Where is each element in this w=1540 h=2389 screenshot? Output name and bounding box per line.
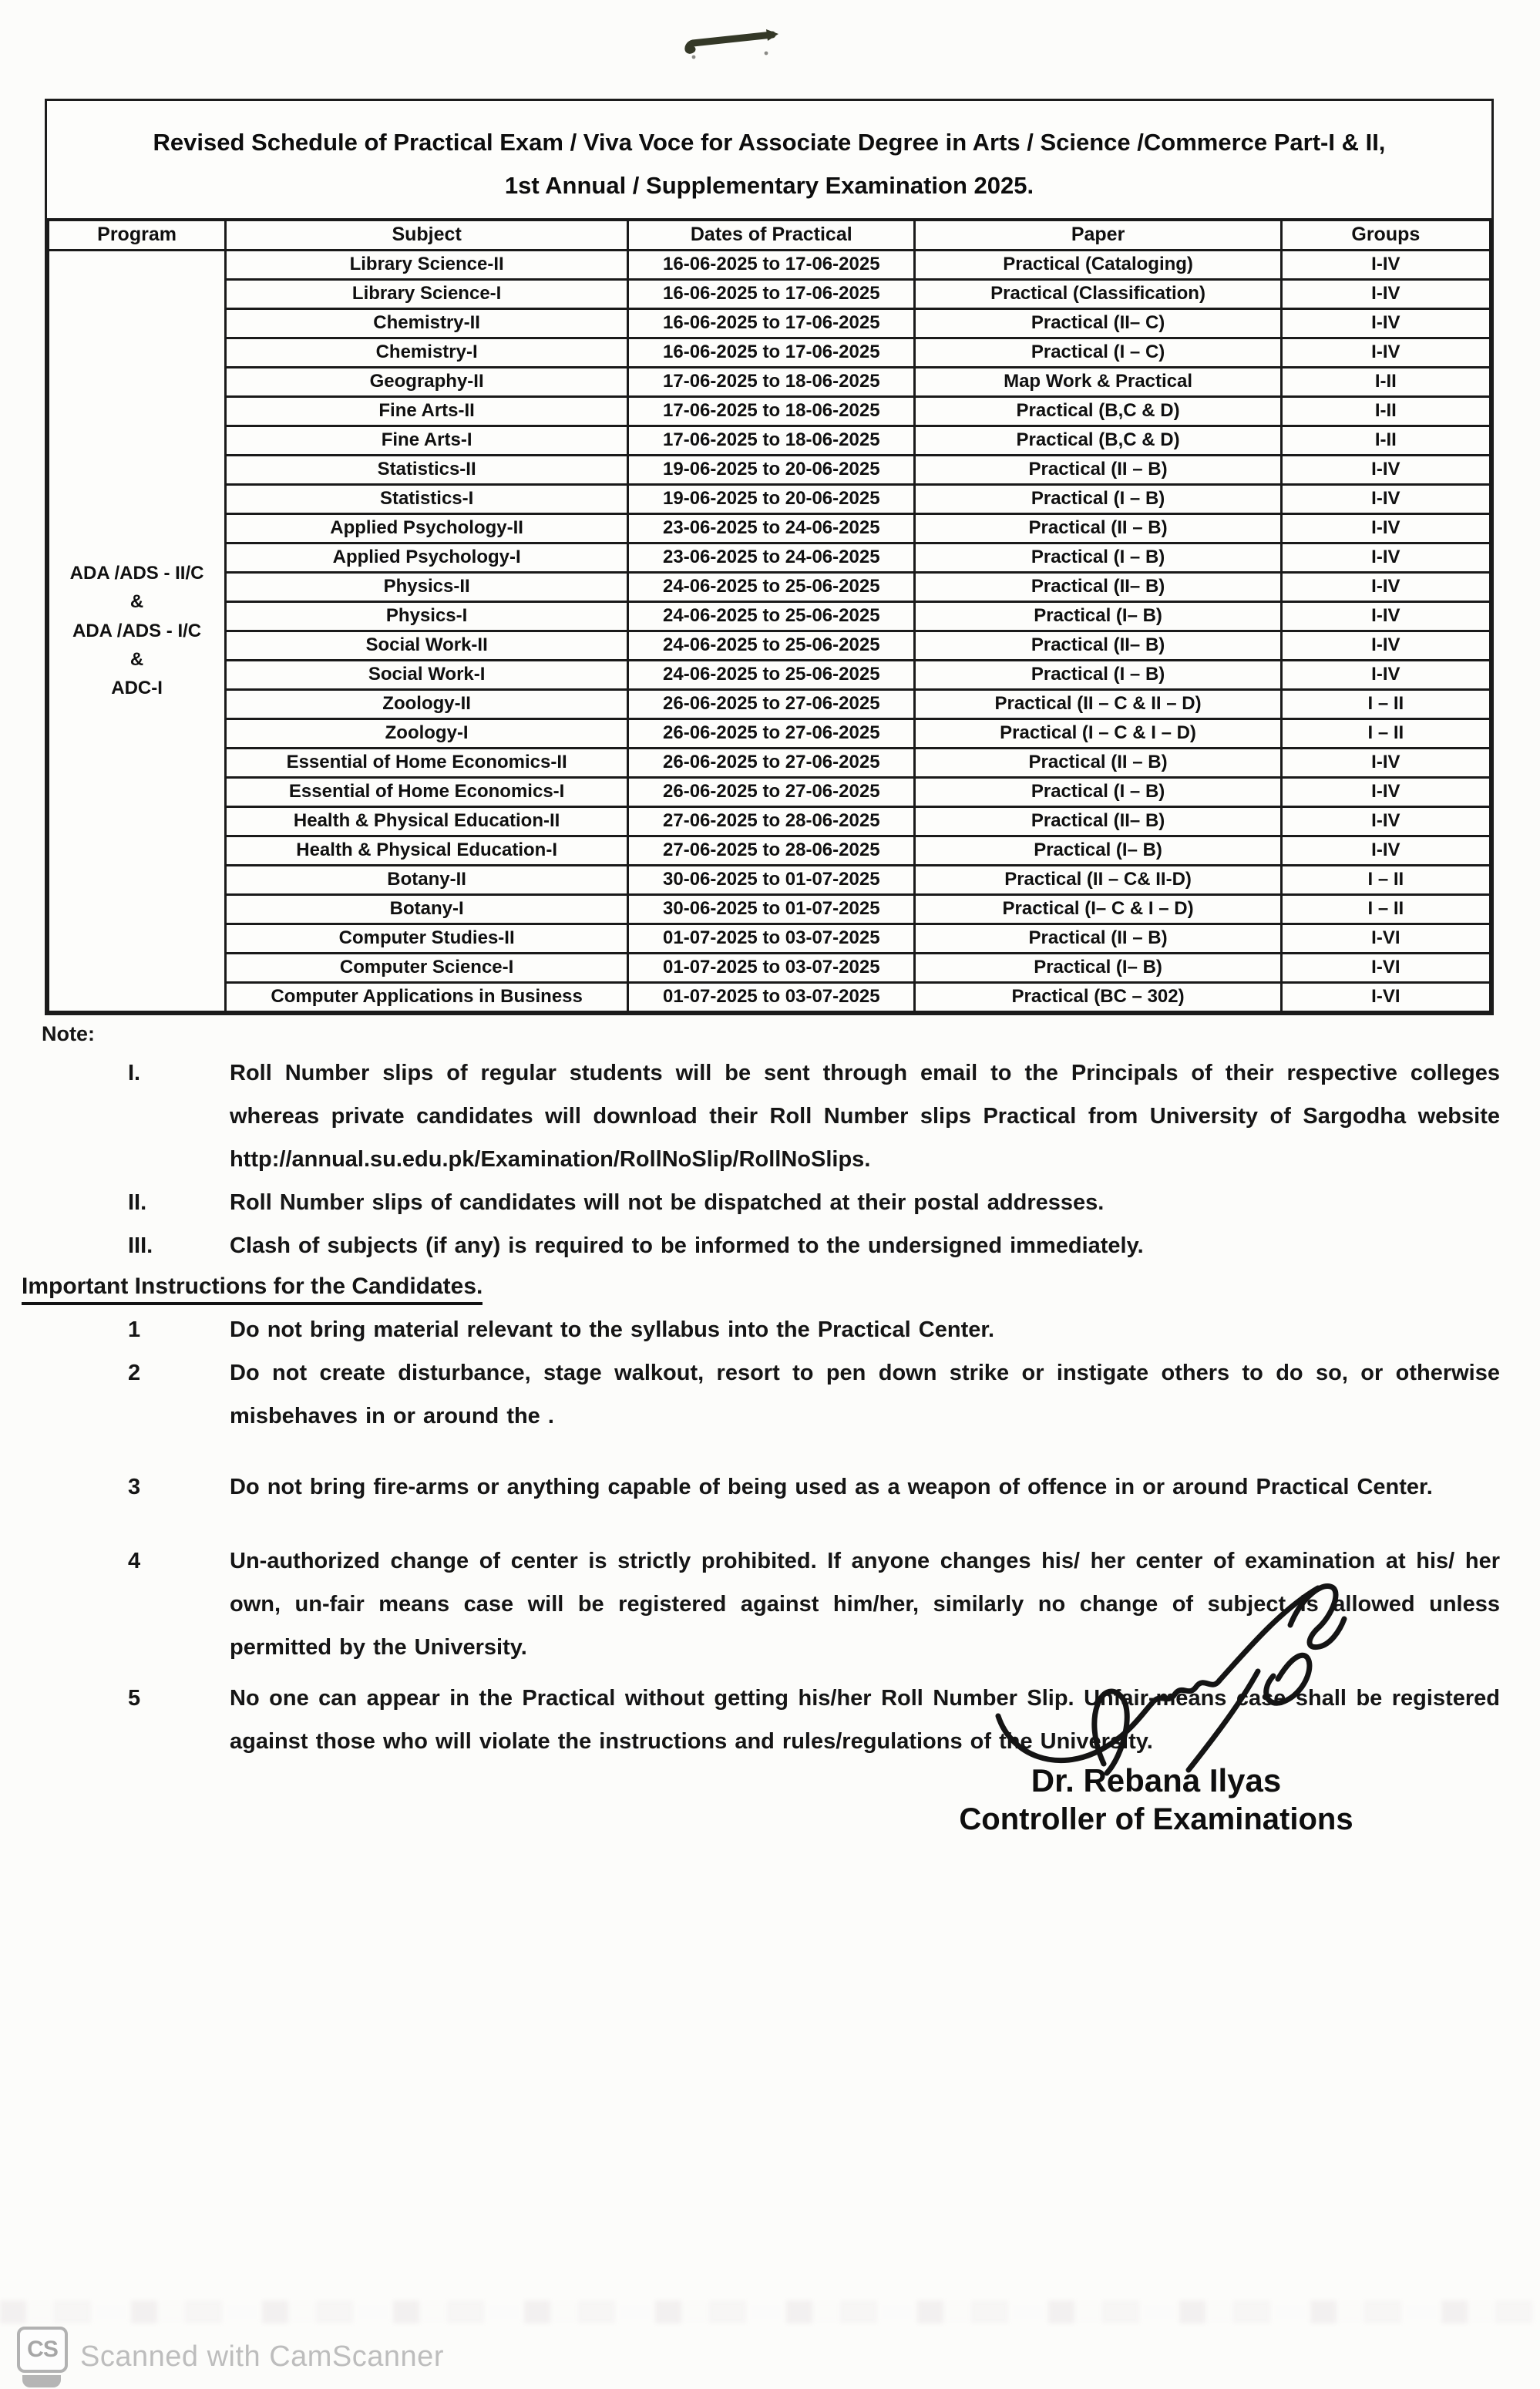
cell-paper: Practical (II – C& II-D)	[915, 865, 1281, 894]
cell-dates: 17-06-2025 to 18-06-2025	[628, 426, 915, 455]
table-row	[49, 543, 1491, 572]
cell-paper: Practical (I– B)	[915, 836, 1281, 865]
header-program: Program	[49, 220, 226, 251]
cell-dates: 17-06-2025 to 18-06-2025	[628, 396, 915, 426]
cell-groups: I-IV	[1281, 250, 1490, 279]
table-row	[49, 982, 1491, 1011]
list-item-text: No one can appear in the Practical without getting his/her Roll Number Slip. Unfair-means case shall be registered against those who will violate the instructions and rules/regulations of the University.	[230, 1686, 1500, 1754]
cell-paper: Practical (BC – 302)	[915, 982, 1281, 1011]
table-row	[49, 250, 1491, 279]
cell-dates: 24-06-2025 to 25-06-2025	[628, 631, 915, 660]
cell-groups: I-IV	[1281, 836, 1490, 865]
cell-subject: Chemistry-I	[226, 338, 628, 367]
cell-groups: I-VI	[1281, 982, 1490, 1011]
list-item-number: III.	[128, 1233, 153, 1258]
list-item-number: 3	[128, 1475, 141, 1499]
cell-paper: Practical (II– B)	[915, 631, 1281, 660]
cell-subject: Applied Psychology-I	[226, 543, 628, 572]
table-row	[49, 601, 1491, 631]
cell-paper: Practical (I– B)	[915, 601, 1281, 631]
list-item-text: Un-authorized change of center is strictly prohibited. If anyone changes his/ her center of examination at his/ her own, un-fair means case will be registered against him/her, similarly no change of subject is allowed unless permitted by the University.	[230, 1549, 1500, 1660]
cell-groups: I-IV	[1281, 806, 1490, 836]
cell-subject: Botany-I	[226, 894, 628, 924]
camscanner-footer	[17, 2327, 444, 2387]
cell-groups: I-IV	[1281, 484, 1490, 513]
cell-groups: I-VI	[1281, 924, 1490, 953]
cell-groups: I – II	[1281, 865, 1490, 894]
cell-dates: 01-07-2025 to 03-07-2025	[628, 953, 915, 982]
cell-groups: I-VI	[1281, 953, 1490, 982]
cell-dates: 01-07-2025 to 03-07-2025	[628, 982, 915, 1011]
cell-subject: Health & Physical Education-I	[226, 836, 628, 865]
cell-dates: 30-06-2025 to 01-07-2025	[628, 865, 915, 894]
cell-paper: Practical (II – B)	[915, 924, 1281, 953]
cell-groups: I-IV	[1281, 572, 1490, 601]
cell-dates: 26-06-2025 to 27-06-2025	[628, 748, 915, 777]
list-item-number: 4	[128, 1549, 141, 1573]
table-row	[49, 924, 1491, 953]
practical-schedule-table	[47, 218, 1491, 1013]
cell-subject: Physics-II	[226, 572, 628, 601]
camscanner-logo-letters: CS	[17, 2327, 68, 2373]
list-item	[0, 1465, 1540, 1509]
cell-subject: Statistics-I	[226, 484, 628, 513]
cell-subject: Library Science-II	[226, 250, 628, 279]
program-line: &	[129, 648, 144, 670]
cell-paper: Practical (I– C & I – D)	[915, 894, 1281, 924]
cell-groups: I – II	[1281, 718, 1490, 748]
cell-subject: Library Science-I	[226, 279, 628, 308]
table-row	[49, 426, 1491, 455]
cell-paper: Practical (Cataloging)	[915, 250, 1281, 279]
table-row	[49, 953, 1491, 982]
cell-subject: Fine Arts-II	[226, 396, 628, 426]
program-line: ADA /ADS - I/C	[72, 620, 202, 641]
cell-groups: I – II	[1281, 894, 1490, 924]
note-items	[0, 1051, 1540, 1267]
cell-groups: I-II	[1281, 367, 1490, 396]
cell-paper: Practical (B,C & D)	[915, 426, 1281, 455]
header-subject: Subject	[226, 220, 628, 251]
cell-subject: Fine Arts-I	[226, 426, 628, 455]
cell-paper: Practical (II– B)	[915, 806, 1281, 836]
cell-groups: I-IV	[1281, 601, 1490, 631]
list-item-text: Roll Number slips of regular students will be sent through email to the Principals of their respective colleges whereas private candidates will download their Roll Number slips Practical from University of Sargodha website http://annual.su.edu.pk/Examination/RollNoSlip/RollNoSlips.	[230, 1061, 1500, 1172]
table-row	[49, 894, 1491, 924]
table-row	[49, 338, 1491, 367]
list-item	[0, 1351, 1540, 1438]
list-item-text: Roll Number slips of candidates will not be dispatched at their postal addresses.	[230, 1190, 1105, 1215]
cell-dates: 24-06-2025 to 25-06-2025	[628, 572, 915, 601]
cell-subject: Chemistry-II	[226, 308, 628, 338]
cell-paper: Map Work & Practical	[915, 367, 1281, 396]
document-title	[47, 101, 1491, 218]
list-item	[0, 1308, 1540, 1351]
cell-dates: 16-06-2025 to 17-06-2025	[628, 308, 915, 338]
list-item	[0, 1224, 1540, 1267]
cell-dates: 24-06-2025 to 25-06-2025	[628, 660, 915, 689]
scan-noise-band	[0, 2300, 1540, 2323]
list-item-text: Do not create disturbance, stage walkout, resort to pen down strike or instigate others to do so, or otherwise misbehaves in or around the .	[230, 1361, 1500, 1428]
list-item	[0, 1181, 1540, 1224]
cell-subject: Botany-II	[226, 865, 628, 894]
table-row	[49, 279, 1491, 308]
cell-subject: Computer Applications in Business	[226, 982, 628, 1011]
cell-subject: Statistics-II	[226, 455, 628, 484]
cell-groups: I-IV	[1281, 660, 1490, 689]
cell-groups: I-II	[1281, 396, 1490, 426]
list-item-number: II.	[128, 1190, 147, 1215]
cell-subject: Zoology-II	[226, 689, 628, 718]
cell-dates: 27-06-2025 to 28-06-2025	[628, 806, 915, 836]
program-cell	[49, 250, 226, 1011]
cell-subject: Applied Psychology-II	[226, 513, 628, 543]
header-dates: Dates of Practical	[628, 220, 915, 251]
cell-paper: Practical (B,C & D)	[915, 396, 1281, 426]
cell-dates: 19-06-2025 to 20-06-2025	[628, 484, 915, 513]
note-label: Note:	[42, 1022, 95, 1045]
cell-paper: Practical (I – B)	[915, 660, 1281, 689]
table-row	[49, 689, 1491, 718]
cell-subject: Physics-I	[226, 601, 628, 631]
cell-paper: Practical (Classification)	[915, 279, 1281, 308]
signatory-name: Dr. Rebana Ilyas	[1031, 1762, 1282, 1798]
header-paper: Paper	[915, 220, 1281, 251]
cell-paper: Practical (II– C)	[915, 308, 1281, 338]
table-row	[49, 777, 1491, 806]
instructions-heading: Important Instructions for the Candidates.	[22, 1274, 483, 1305]
table-header-row	[49, 220, 1491, 251]
cell-subject: Geography-II	[226, 367, 628, 396]
cell-subject: Computer Science-I	[226, 953, 628, 982]
table-row	[49, 308, 1491, 338]
list-item-text: Do not bring fire-arms or anything capable of being used as a weapon of offence in or around Practical Center.	[230, 1475, 1433, 1499]
table-row	[49, 718, 1491, 748]
cell-subject: Zoology-I	[226, 718, 628, 748]
cell-groups: I-IV	[1281, 631, 1490, 660]
program-line: &	[129, 591, 144, 613]
cell-dates: 23-06-2025 to 24-06-2025	[628, 543, 915, 572]
cell-subject: Computer Studies-II	[226, 924, 628, 953]
pen-stroke-arrow-mark	[684, 28, 792, 62]
cell-groups: I-IV	[1281, 513, 1490, 543]
table-row	[49, 396, 1491, 426]
cell-dates: 16-06-2025 to 17-06-2025	[628, 279, 915, 308]
table-row	[49, 806, 1491, 836]
camscanner-logo-icon	[17, 2327, 66, 2387]
title-line-2: 1st Annual / Supplementary Examination 2025.	[504, 171, 1034, 199]
cell-paper: Practical (I – C)	[915, 338, 1281, 367]
cell-paper: Practical (I– B)	[915, 953, 1281, 982]
cell-subject: Health & Physical Education-II	[226, 806, 628, 836]
cell-dates: 26-06-2025 to 27-06-2025	[628, 718, 915, 748]
table-row	[49, 631, 1491, 660]
cell-groups: I-IV	[1281, 308, 1490, 338]
cell-dates: 26-06-2025 to 27-06-2025	[628, 689, 915, 718]
cell-paper: Practical (I – B)	[915, 777, 1281, 806]
cell-groups: I-II	[1281, 426, 1490, 455]
cell-paper: Practical (II – B)	[915, 748, 1281, 777]
cell-paper: Practical (I – B)	[915, 484, 1281, 513]
program-line: ADA /ADS - II/C	[69, 563, 204, 584]
list-item-number: 5	[128, 1686, 141, 1711]
cell-dates: 17-06-2025 to 18-06-2025	[628, 367, 915, 396]
cell-dates: 26-06-2025 to 27-06-2025	[628, 777, 915, 806]
cell-groups: I-IV	[1281, 777, 1490, 806]
cell-subject: Social Work-II	[226, 631, 628, 660]
program-line: ADC-I	[111, 677, 163, 698]
cell-groups: I-IV	[1281, 455, 1490, 484]
cell-dates: 19-06-2025 to 20-06-2025	[628, 455, 915, 484]
list-item	[0, 1051, 1540, 1181]
table-row	[49, 367, 1491, 396]
cell-dates: 23-06-2025 to 24-06-2025	[628, 513, 915, 543]
table-row	[49, 836, 1491, 865]
cell-dates: 24-06-2025 to 25-06-2025	[628, 601, 915, 631]
list-item-number: 2	[128, 1361, 141, 1385]
cell-groups: I-IV	[1281, 279, 1490, 308]
cell-paper: Practical (II– B)	[915, 572, 1281, 601]
signature-block	[910, 1579, 1403, 1837]
cell-paper: Practical (I – C & I – D)	[915, 718, 1281, 748]
title-line-1: Revised Schedule of Practical Exam / Viva Voce for Associate Degree in Arts / Science /Commerce Part-I & II,	[153, 129, 1386, 156]
cell-subject: Social Work-I	[226, 660, 628, 689]
table-row	[49, 455, 1491, 484]
camscanner-watermark-text: Scanned with CamScanner	[80, 2340, 444, 2373]
list-item-text: Do not bring material relevant to the syllabus into the Practical Center.	[230, 1317, 995, 1342]
cell-subject: Essential of Home Economics-I	[226, 777, 628, 806]
camscanner-logo-base	[22, 2375, 61, 2387]
cell-groups: I-IV	[1281, 748, 1490, 777]
cell-paper: Practical (I – B)	[915, 543, 1281, 572]
cell-groups: I-IV	[1281, 543, 1490, 572]
cell-groups: I-IV	[1281, 338, 1490, 367]
table-row	[49, 572, 1491, 601]
header-groups: Groups	[1281, 220, 1490, 251]
cell-paper: Practical (II – B)	[915, 513, 1281, 543]
cell-dates: 30-06-2025 to 01-07-2025	[628, 894, 915, 924]
cell-dates: 16-06-2025 to 17-06-2025	[628, 338, 915, 367]
cell-dates: 27-06-2025 to 28-06-2025	[628, 836, 915, 865]
table-row	[49, 513, 1491, 543]
list-item-number: 1	[128, 1317, 141, 1342]
table-row	[49, 748, 1491, 777]
list-item-text: Clash of subjects (if any) is required to be informed to the undersigned immediately.	[230, 1233, 1144, 1258]
cell-subject: Essential of Home Economics-II	[226, 748, 628, 777]
cell-dates: 16-06-2025 to 17-06-2025	[628, 250, 915, 279]
signatory-title: Controller of Examinations	[959, 1802, 1353, 1836]
table-row	[49, 865, 1491, 894]
cell-paper: Practical (II – C & II – D)	[915, 689, 1281, 718]
schedule-frame	[45, 99, 1494, 1015]
cell-dates: 01-07-2025 to 03-07-2025	[628, 924, 915, 953]
schedule-table-body	[49, 250, 1491, 1011]
list-item-number: I.	[128, 1061, 141, 1085]
table-row	[49, 660, 1491, 689]
cell-groups: I – II	[1281, 689, 1490, 718]
table-row	[49, 484, 1491, 513]
cell-paper: Practical (II – B)	[915, 455, 1281, 484]
